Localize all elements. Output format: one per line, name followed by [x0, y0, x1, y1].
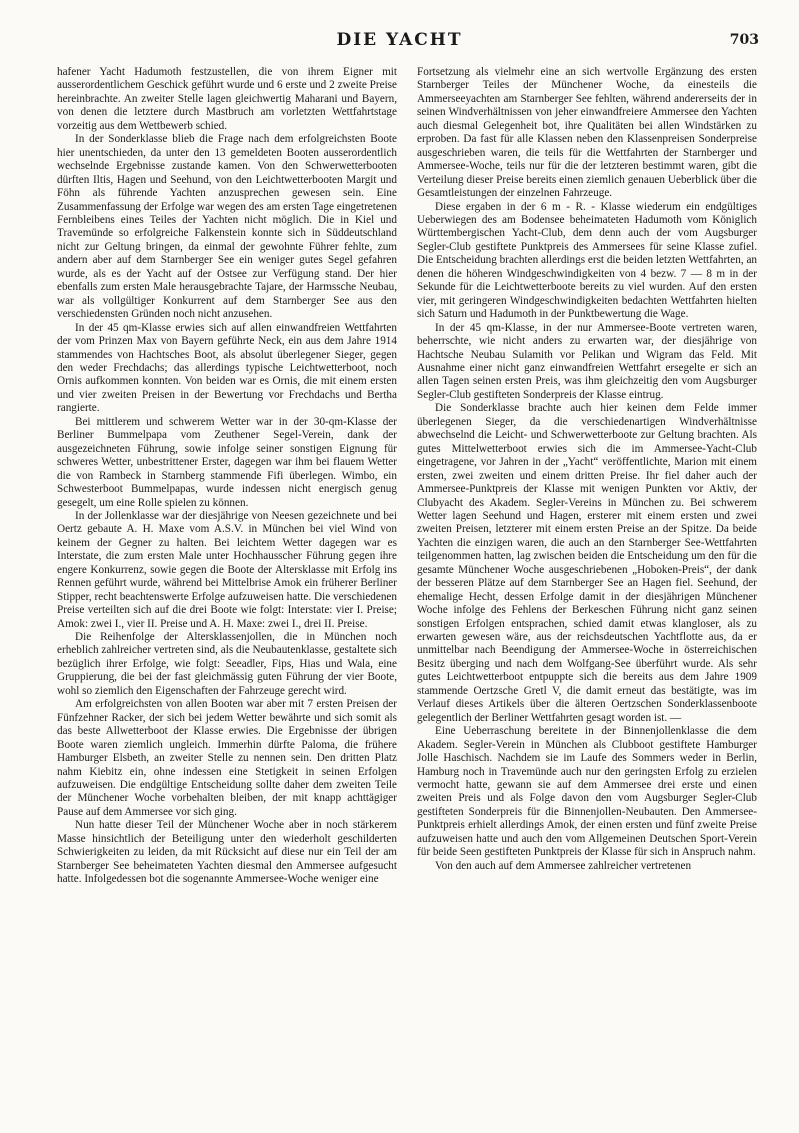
paragraph: In der Sonderklasse blieb die Frage nach dem erfolgreichsten Boote hier unentschieden, da unter den 13 gemeldeten Booten ausserordentlich wechselnde Ergebnisse zustande kamen. Von den Schwerwetterbooten dürften Iltis, Hagen und Seehund, von den Leichtwetterbooten Margit und Föhn als führende Yachten anzusprechen gewesen sein. Eine Zusammenfassung der Erfolge war wegen des am ersten Tage eingetretenen Fernbleibens eines Teiles der Yachten nicht möglich. Die in Kiel und Travemünde so erfolgreiche Falkenstein konnte sich in Süddeutschland nicht zur Geltung bringen, da einmal der gewohnte Führer fehlte, zum andern aber auf dem Starnberger See ein weniger gutes Segel gefahren wurde, als es der Yacht auf der Ostsee zur Verfügung stand. Der hier ebenfalls zum ersten Male herausgebrachte Tajare, der Harmssche Neubau, war als vollgültiger Konkurrent auf dem Starnberger See aus den verschiedensten Gründen noch nicht anzusehen.: [57, 133, 397, 321]
left-column: [57, 66, 397, 887]
paragraph: Eine Ueberraschung bereitete in der Binnenjollenklasse die dem Akadem. Segler-Verein in München als Clubboot gestiftete Hamburger Jolle Haschisch. Nachdem sie im Laufe des Sommers weder in Berlin, Hamburg noch in Travemünde auch nur den geringsten Erfolg zu erzielen vermocht hatte, gewann sie auf dem Ammersee drei erste und einen zweiten Preis und als Folge davon den vom Augsburger Segler-Club gestifteten Sonderpreis für die Binnenjollen-Neubauten. Den Ammersee-Punktpreis erhielt allerdings Amok, der einen ersten und fünf zweite Preise aufzuweisen hatte und auch den vom Allgemeinen Deutschen Sport-Verein für beide Seen gestifteten Punktpreis der Klasse für sich in Anspruch nahm.: [417, 725, 757, 859]
paragraph: In der 45 qm-Klasse, in der nur Ammersee-Boote vertreten waren, beherrschte, wie nicht anders zu erwarten war, der diesjährige von Hachtsche Neubau Sulamith vor Pelikan und Wigram das Feld. Mit Ausnahme einer nicht ganz einwandfreien Wettfahrt ersegelte er sich an allen Tagen seinen ersten Preis, was ihm gleichzeitig den vom Augsburger Segler-Club gestifteten Sonderpreis der Klasse eintrug.: [417, 321, 757, 401]
paragraph: Die Reihenfolge der Altersklassenjollen, die in München noch erheblich zahlreicher vertreten sind, als die Neubautenklasse, gestaltete sich bezüglich ihrer Erfolge, wie folgt: Seeadler, Fips, Hias und Wala, eine Gruppierung, die bei der fast gleichmässig guten Führung der vier Boote, wohl so ziemlich den Eigenschaften der Fahrzeuge gerecht wird.: [57, 631, 397, 697]
paragraph: Am erfolgreichsten von allen Booten war aber mit 7 ersten Preisen der Fünfzehner Racker, der sich bei jedem Wetter bewährte und sich somit als das beste Allwetterboot der Klasse erwies. Die Ergebnisse der übrigen Boote waren ziemlich ungleich. Immerhin dürfte Paloma, die frühere Hamburger Elsbeth, an zweiter Stelle zu nennen sein. Den dritten Platz nahm Kiebitz ein, ohne indessen eine Stetigkeit in seinen Erfolgen aufzuweisen. Die endgültige Entscheidung sollte daher dem zweiten Teile der Münchener Woche vorbehalten bleiben, der mit knapp achttägiger Pause auf dem Ammersee vor sich ging.: [57, 698, 397, 818]
paragraph: Diese ergaben in der 6 m - R. - Klasse wiederum ein endgültiges Ueberwiegen des am Bodensee beheimateten Hadumoth vom Königlich Württembergischen Yacht-Club, dem denn auch der vom Augsburger Segler-Club gestiftete Punktpreis des Ammersees für seine Klasse zufiel. Die Entscheidung brachten allerdings erst die beiden letzten Wettfahrten, an denen die höheren Windgeschwindigkeiten von 4 bezw. 7 — 8 m in der Sekunde für die Leichtwetterboote bereits zu viel wurden. Auf den ersten vier, mit geringeren Windgeschwindigkeiten bedachten Wettfahrten hielten sich Saturn und Hadumoth in der Punktbewertung die Wage.: [417, 200, 757, 321]
paragraph: In der Jollenklasse war der diesjährige von Neesen gezeichnete und bei Oertz gebaute A. H. Maxe vom A.S.V. in München bei viel Wind von keinem der Gegner zu halten. Bei leichtem Wetter dagegen war es Interstate, die zum ersten Male unter Hochhausscher Führung gegen ihre engere Konkurrenz, sowie gegen die Boote der Altersklasse mit Erfolg ins Rennen geführt wurde, während bei Mittelbrise Amok ein früherer Berliner Stipper, recht beachtenswerte Erfolge aufzuweisen hatte. Die verschiedenen Preise verteilten sich auf die drei Boote wie folgt: Interstate: vier I. Preise; Amok: zwei I., vier II. Preise und A. H. Maxe: zwei I., drei II. Preise.: [57, 509, 397, 630]
paragraph: Von den auch auf dem Ammersee zahlreicher vertretenen: [435, 859, 692, 872]
paragraph: hafener Yacht Hadumoth festzustellen, die von ihrem Eigner mit ausserordentlichem Geschick geführt wurde und 6 erste und 2 zweite Preise hereinbrachte. An zweiter Stelle lagen gleichwertig Maharani und Bayern, von denen die letztere durch Mastbruch am vorletzten Wettfahrtstage vorzeitig aus dem Wettbewerb schied.: [57, 66, 397, 132]
paragraph: Fortsetzung als vielmehr eine an sich wertvolle Ergänzung des ersten Starnberger Teiles der Münchener Woche, da einesteils die Ammerseeyachten am Starnberger See fehlten, während andererseits der in seinen Windverhältnissen von jeher einwandfreiere Ammersee den Yachten auch diesmal Gelegenheit bot, ihre Qualitäten bei allen Windstärken zu erproben. Da fast für alle Klassen neben den Klassenpreisen Sonderpreise ausgeschrieben waren, die teils für die Wettfahrten der Starnberger und Ammersee-Woche, teils nur für die der letzteren bestimmt waren, gibt die Verteilung dieser Preise bereits einen ziemlich genauen Ueberblick über die Gesamtleistungen der einzelnen Fahrzeuge.: [417, 66, 757, 200]
page-header-title: DIE YACHT: [336, 30, 463, 50]
paragraph: Die Sonderklasse brachte auch hier keinen dem Felde immer überlegenen Sieger, da die verschiedenartigen Windverhältnisse abwechselnd die Leicht- und Schwerwetterboote zur Geltung brachten. Als gutes Mittelwetterboot erwies sich die im Ammersee-Yacht-Club eingetragene, vor Jahren in der „Yacht“ veröffentlichte, Marion mit einem ersten, zwei zweiten und einem dritten Preise. Ihr fiel daher auch der Ammersee-Punktpreis der Klasse mit wenigen Punkten vor Aktiv, der Clubyacht des Akadem. Segler-Vereins in München zu. Bei schwerem Wetter lagen Seehund und Hagen, ersterer mit einem ersten und zwei zweiten Preisen, letzterer mit einem ersten Preise an der Spitze. Da beide Yachten die einzigen waren, die auch an den Starnberger See-Wettfahrten teilgenommen hatten, lag zwischen beiden die Entscheidung um den für die gesamte Münchener Woche ausgeschriebenen „Hoboken-Preis“, der dank der besseren Plätze auf dem Starnberger See an Hagen fiel. Seehund, der ehemalige Hecht, dessen Erfolge damit in der diesjährigen Münchener Woche infolge des Fehlens der Berkeschen Führung nicht ganz seinen sonstigen Erfolgen entsprachen, schied damit etwas klangloser, als zu erwarten gewesen wäre, aus der reichsdeutschen Yachtflotte aus, da er unmittelbar nach Beendigung der Ammersee-Woche in österreichischen Besitz überging und nach dem Wolfgang-See überführt wurde. Als sehr gutes Leichtwetterboot entpuppte sich die bereits aus dem Jahre 1909 stammende Oertzsche Gretl V, die damit erneut das bestätigte, was im Verlauf dieses Artikels über die älteren Oertzschen Sonderklassenboote gelegentlich der Berliner Wettfahrten gesagt worden ist. —: [417, 402, 757, 724]
page-number: 703: [729, 32, 759, 48]
right-column: [417, 66, 757, 873]
paragraph: Bei mittlerem und schwerem Wetter war in der 30-qm-Klasse der Berliner Bummelpapa vom Zeuthener Segel-Verein, dank der ausgezeichneten Führung, sowie infolge seiner sonstigen Eignung für schweres Wetter, unbestrittener Erster, dagegen war ihm bei flauem Wetter die von Rambeck in Starnberg stammende Fifi überlegen. Wimbo, ein Schwesterboot Bummelpapas, wurde indessen nicht energisch genug gesegelt, um eine Rolle spielen zu können.: [57, 415, 397, 509]
paragraph: Nun hatte dieser Teil der Münchener Woche aber in noch stärkerem Masse hinsichtlich der Beteiligung unter den wiederholt geschilderten Schwierigkeiten zu leiden, da mit Rücksicht auf diese nur ein Teil der am Starnberger See beheimateten Yachten diesmal den Ammersee aufgesucht hatte. Infolgedessen bot die sogenannte Ammersee-Woche weniger eine: [57, 819, 397, 886]
paragraph: In der 45 qm-Klasse erwies sich auf allen einwandfreien Wettfahrten der vom Prinzen Max von Bayern geführte Neck, ein aus dem Jahre 1914 stammendes von Hachtsches Boot, als absolut überlegener Sieger, gegen den weder Frechdachs; das allerdings typische Leichtwetterboot, noch Ornis aufkommen konnten. Von beiden war es Ornis, die mit einem ersten und vier zweiten Preisen in der Bewertung vor Frechdachs und Bertha rangierte.: [57, 321, 397, 415]
